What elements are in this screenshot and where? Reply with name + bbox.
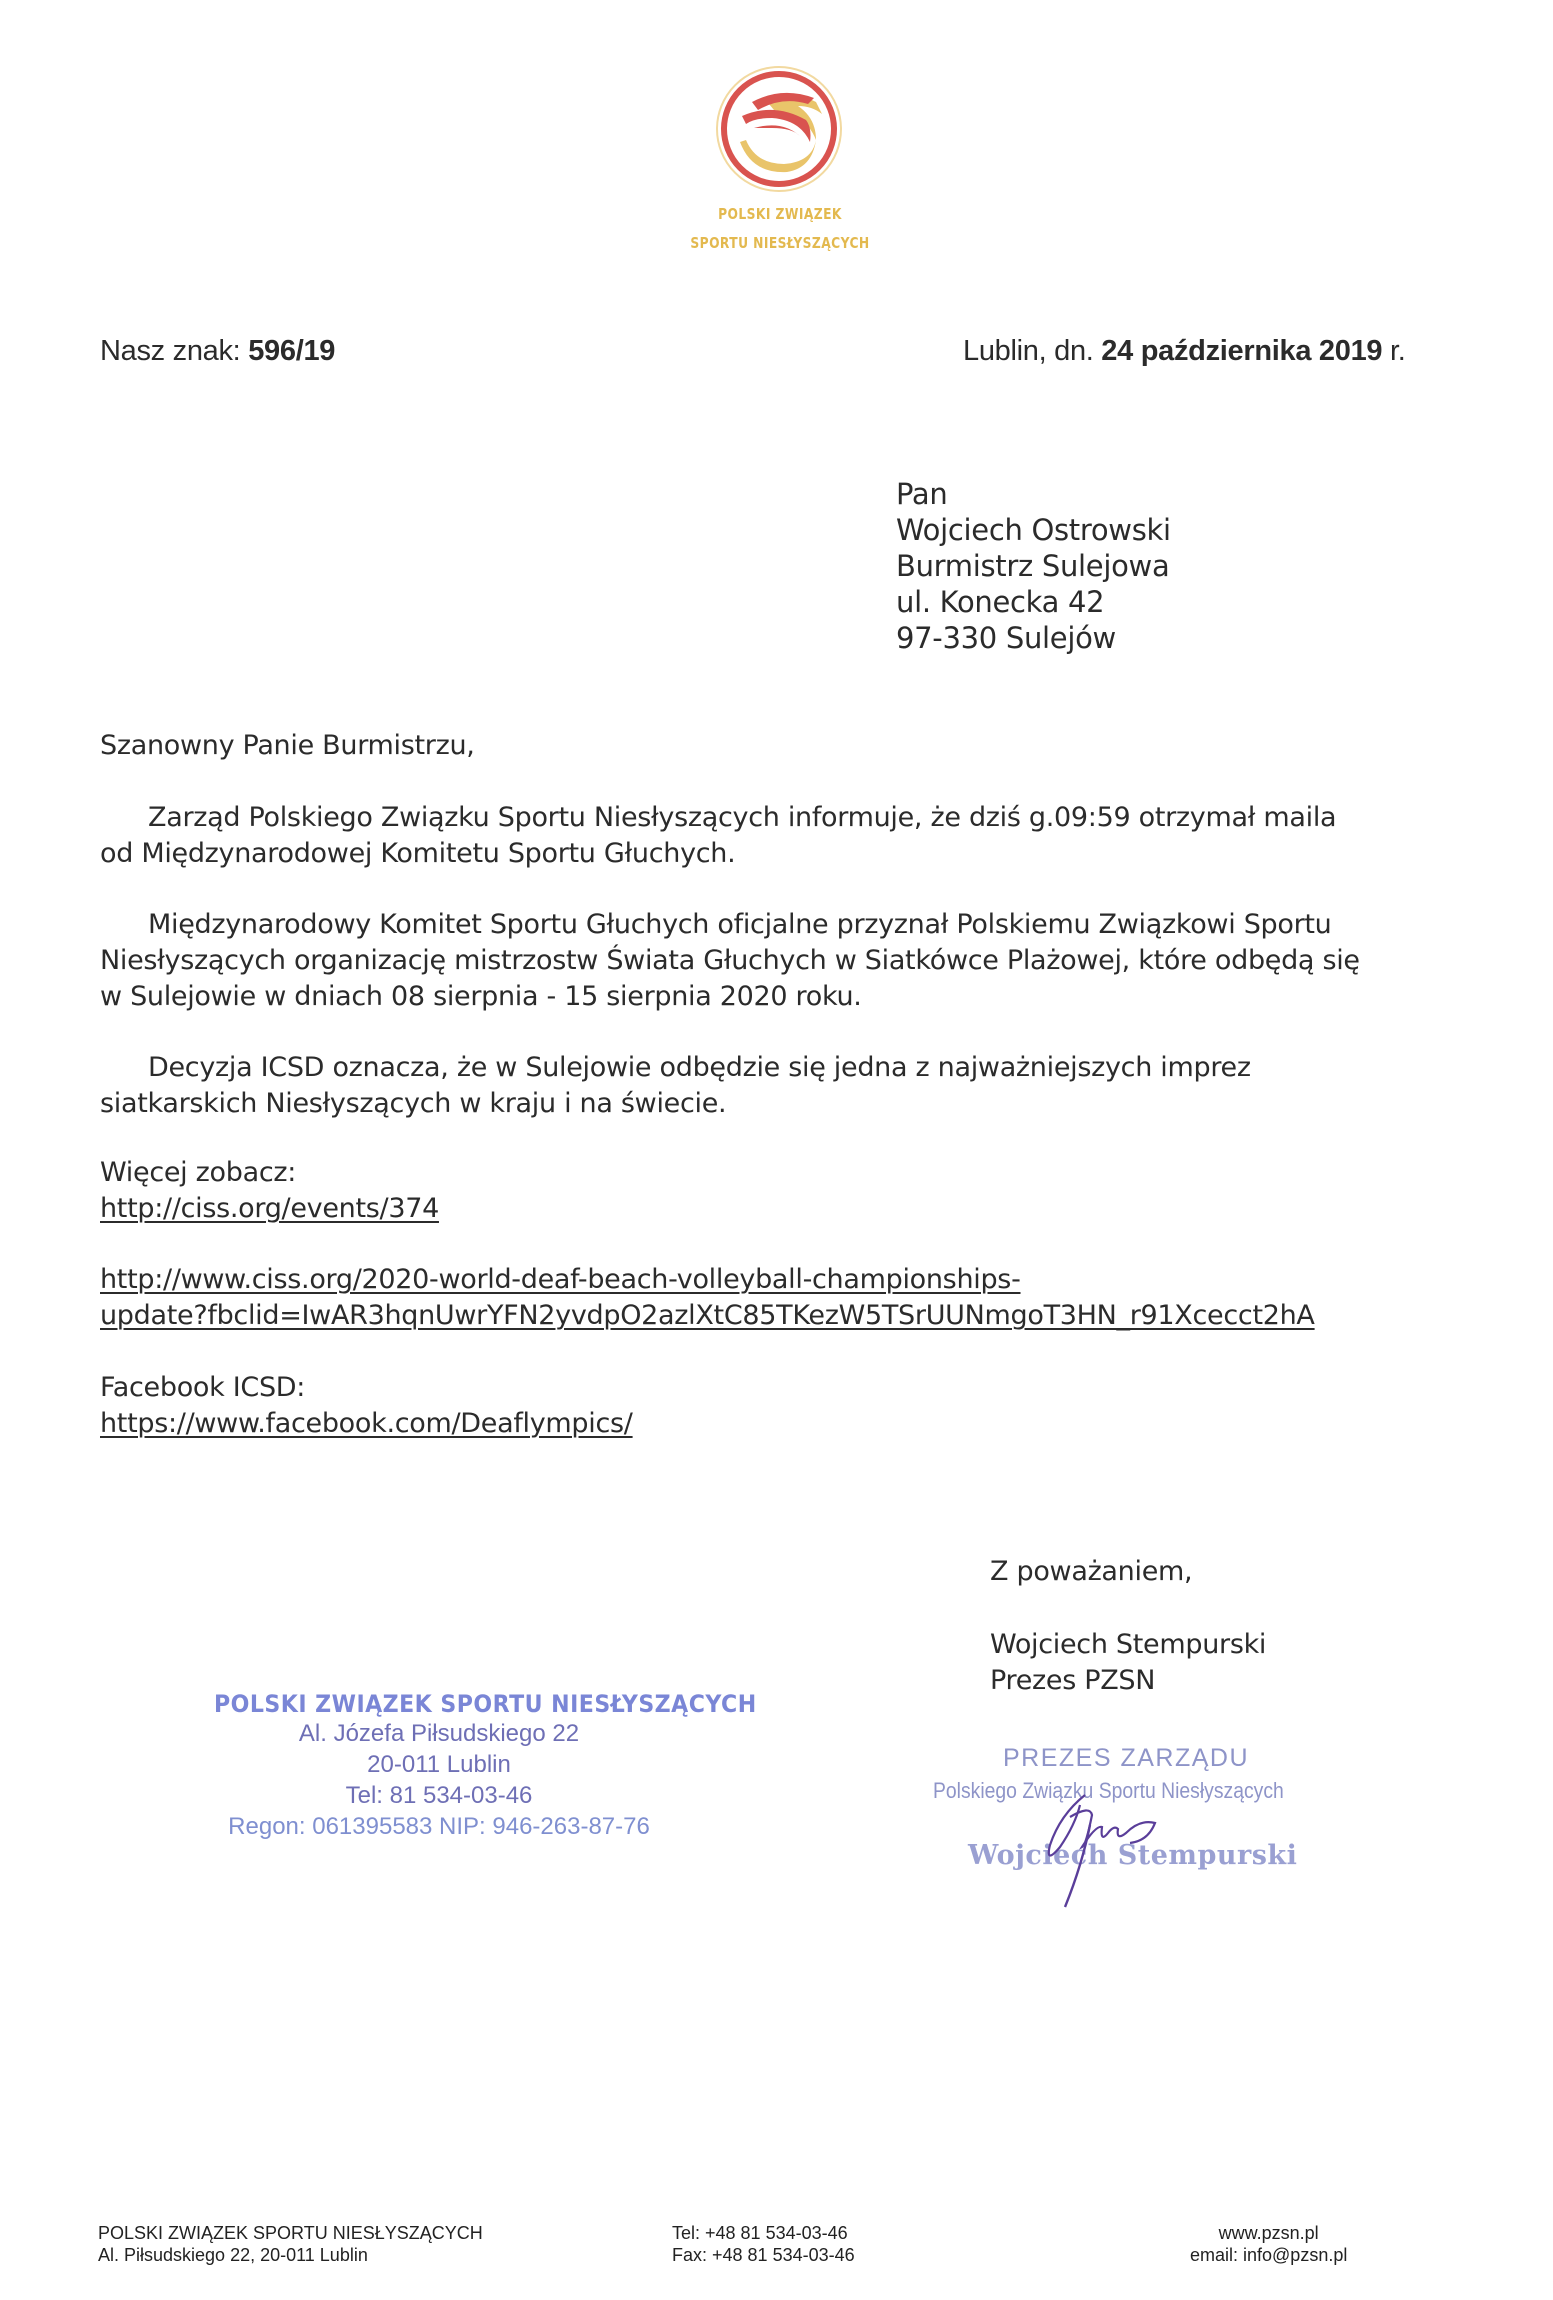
footer-email-link[interactable]: email: info@pzsn.pl — [1190, 2245, 1348, 2265]
reference-label: Nasz znak: — [100, 335, 241, 367]
reference-number: 596/19 — [248, 335, 336, 367]
handwritten-signature-icon — [1030, 1785, 1170, 1915]
footer-contact — [672, 2222, 855, 2266]
recipient-city: 97-330 Sulejów — [896, 621, 1116, 655]
footer-org-name: POLSKI ZWIĄZEK SPORTU NIESŁYSZĄCYCH — [98, 2223, 483, 2243]
paragraph-line: siatkarskich Niesłyszących w kraju i na świecie. — [100, 1088, 727, 1119]
date-line — [963, 333, 1406, 369]
recipient-title: Burmistrz Sulejowa — [896, 549, 1170, 583]
link-ciss-event[interactable]: http://ciss.org/events/374 — [100, 1193, 439, 1224]
closing-title: Prezes PZSN — [990, 1665, 1156, 1696]
recipient-street: ul. Konecka 42 — [896, 585, 1105, 619]
pzsn-logo-icon — [712, 62, 846, 196]
date-suffix: r. — [1390, 335, 1406, 367]
facebook-label: Facebook ICSD: — [100, 1372, 306, 1403]
paragraph-2 — [100, 907, 1360, 1015]
paragraph-3 — [100, 1050, 1251, 1122]
paragraph-line: Międzynarodowy Komitet Sportu Głuchych oficjalne przyznał Polskiemu Związkowi Sportu — [148, 909, 1332, 940]
paragraph-line: w Sulejowie w dniach 08 sierpnia - 15 sierpnia 2020 roku. — [100, 981, 862, 1012]
signature-stamp-name: Wojciech Stempurski — [968, 1840, 1298, 1871]
paragraph-line: Niesłyszących organizację mistrzostw Świata Głuchych w Siatkówce Plażowej, które odbędą się — [100, 945, 1360, 976]
stamp-phone: Tel: 81 534-03-46 — [345, 1782, 533, 1809]
footer-web — [1190, 2222, 1347, 2266]
link-ciss-update-line1[interactable]: http://www.ciss.org/2020-world-deaf-beach-volleyball-championships- — [100, 1264, 1021, 1295]
paragraph-1 — [100, 800, 1336, 872]
link-facebook[interactable]: https://www.facebook.com/Deaflympics/ — [100, 1408, 633, 1439]
footer-fax: Fax: +48 81 534-03-46 — [672, 2245, 855, 2265]
logo-text-line2: SPORTU NIESŁYSZĄCYCH — [690, 234, 870, 252]
recipient-line: Pan — [896, 477, 948, 511]
date-value: 24 października 2019 — [1101, 335, 1383, 367]
closing-name: Wojciech Stempurski — [990, 1629, 1267, 1660]
paragraph-line: od Międzynarodowej Komitetu Sportu Głuchych. — [100, 838, 736, 869]
reference-line — [100, 333, 335, 369]
footer-org-address: Al. Piłsudskiego 22, 20-011 Lublin — [98, 2245, 368, 2265]
logo-text-line1: POLSKI ZWIĄZEK — [718, 205, 842, 223]
signature-stamp-title: PREZES ZARZĄDU — [1003, 1744, 1250, 1772]
closing-salutation: Z poważaniem, — [990, 1556, 1193, 1587]
link-ciss-update-line2[interactable]: update?fbclid=IwAR3hqnUwrYFN2yvdpO2azlXtC85TKezW5TSrUUNmgoT3HN_r91Xcecct2hA — [100, 1300, 1315, 1331]
date-prefix: Lublin, dn. — [963, 335, 1094, 367]
address-stamp — [214, 1690, 757, 1842]
recipient-address — [896, 476, 1171, 656]
greeting: Szanowny Panie Burmistrzu, — [100, 730, 475, 761]
stamp-regon-nip: Regon: 061395583 NIP: 946-263-87-76 — [228, 1813, 650, 1840]
stamp-street: Al. Józefa Piłsudskiego 22 — [298, 1720, 580, 1747]
stamp-org-name: POLSKI ZWIĄZEK SPORTU NIESŁYSZĄCYCH — [214, 1690, 757, 1718]
recipient-name: Wojciech Ostrowski — [896, 513, 1171, 547]
footer-website-link[interactable]: www.pzsn.pl — [1218, 2223, 1319, 2243]
signature-stamp-subtitle: Polskiego Związku Sportu Niesłyszących — [933, 1778, 1284, 1803]
more-label: Więcej zobacz: — [100, 1157, 297, 1188]
footer-org — [98, 2222, 483, 2266]
footer-phone: Tel: +48 81 534-03-46 — [672, 2223, 848, 2243]
paragraph-line: Zarząd Polskiego Związku Sportu Niesłyszących informuje, że dziś g.09:59 otrzymał maila — [148, 802, 1337, 833]
stamp-city: 20-011 Lublin — [367, 1751, 511, 1778]
paragraph-line: Decyzja ICSD oznacza, że w Sulejowie odbędzie się jedna z najważniejszych imprez — [148, 1052, 1251, 1083]
